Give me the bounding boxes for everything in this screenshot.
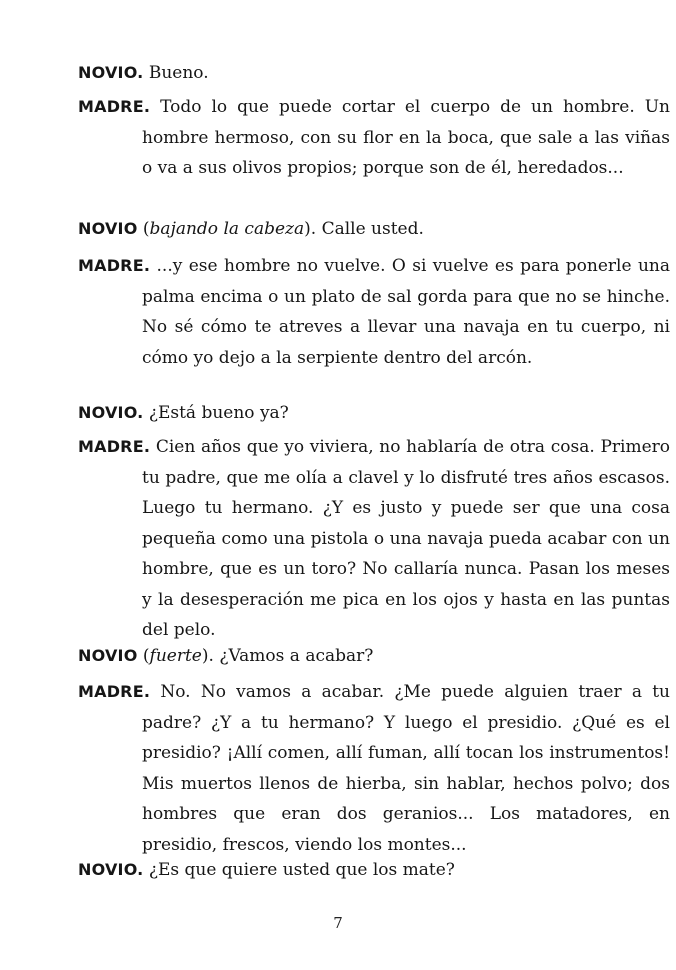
dialogue-line bbox=[78, 251, 670, 373]
speaker-name: MADRE. bbox=[78, 97, 151, 116]
dialogue-line bbox=[78, 58, 670, 89]
dialogue-text: ¿Es que quiere usted que los mate? bbox=[148, 860, 455, 880]
dialogue-text: ...y ese hombre no vuelve. O si vuelve es para ponerle una palma encima o un plato de sal gorda para que no se hinche. No sé cómo te atreves a llevar una navaja en tu cuerpo, ni cómo yo dejo a la serpiente dentro del arcón. bbox=[142, 256, 670, 368]
dialogue-line bbox=[78, 398, 670, 429]
speaker-name: MADRE. bbox=[78, 682, 151, 701]
stage-direction-close: ). bbox=[304, 219, 317, 239]
stage-direction: bajando la cabeza bbox=[149, 219, 305, 239]
speaker-name: NOVIO bbox=[78, 646, 138, 665]
stage-direction-open: ( bbox=[142, 646, 150, 666]
stage-direction-open: ( bbox=[142, 219, 150, 239]
dialogue-line bbox=[78, 855, 670, 886]
dialogue-line bbox=[78, 432, 670, 646]
dialogue-text: ¿Está bueno ya? bbox=[148, 403, 289, 423]
dialogue-line bbox=[78, 641, 670, 672]
dialogue-line bbox=[78, 677, 670, 860]
speaker-name: NOVIO. bbox=[78, 403, 144, 422]
dialogue-line bbox=[78, 92, 670, 184]
page-number: 7 bbox=[333, 914, 343, 932]
dialogue-text: Todo lo que puede cortar el cuerpo de un hombre. Un hombre hermoso, con su flor en la boca, que sale a las viñas o va a sus olivos propios; porque son de él, heredados... bbox=[142, 97, 670, 178]
dialogue-text: Cien años que yo viviera, no hablaría de otra cosa. Primero tu padre, que me olía a clavel y lo disfruté tres años escasos. Luego tu hermano. ¿Y es justo y puede ser que una cosa pequeña como una pistola o una navaja pueda acabar con un hombre, que es un toro? No callaría nunca. Pasan los meses y la desesperación me pica en los ojos y hasta en las puntas del pelo. bbox=[142, 437, 671, 640]
dialogue-text: No. No vamos a acabar. ¿Me puede alguien traer a tu padre? ¿Y a tu hermano? Y luego el presidio. ¿Qué es el presidio? ¡Allí comen, allí fuman, allí tocan los instrumentos! Mis muertos llenos de hierba, sin hablar, hechos polvo; dos hombres que eran dos geranios... Los matadores, en presidio, frescos, viendo los montes... bbox=[142, 682, 671, 855]
speaker-name: NOVIO. bbox=[78, 63, 144, 82]
stage-direction: fuerte bbox=[149, 646, 202, 666]
speaker-name: NOVIO. bbox=[78, 860, 144, 879]
dialogue-line bbox=[78, 214, 670, 245]
speaker-name: MADRE. bbox=[78, 256, 151, 275]
speaker-name: MADRE. bbox=[78, 437, 151, 456]
dialogue-text: ¿Vamos a acabar? bbox=[219, 646, 374, 666]
speaker-name: NOVIO bbox=[78, 219, 138, 238]
dialogue-text: Bueno. bbox=[148, 63, 209, 83]
dialogue-text: Calle usted. bbox=[321, 219, 424, 239]
stage-direction-close: ). bbox=[201, 646, 214, 666]
